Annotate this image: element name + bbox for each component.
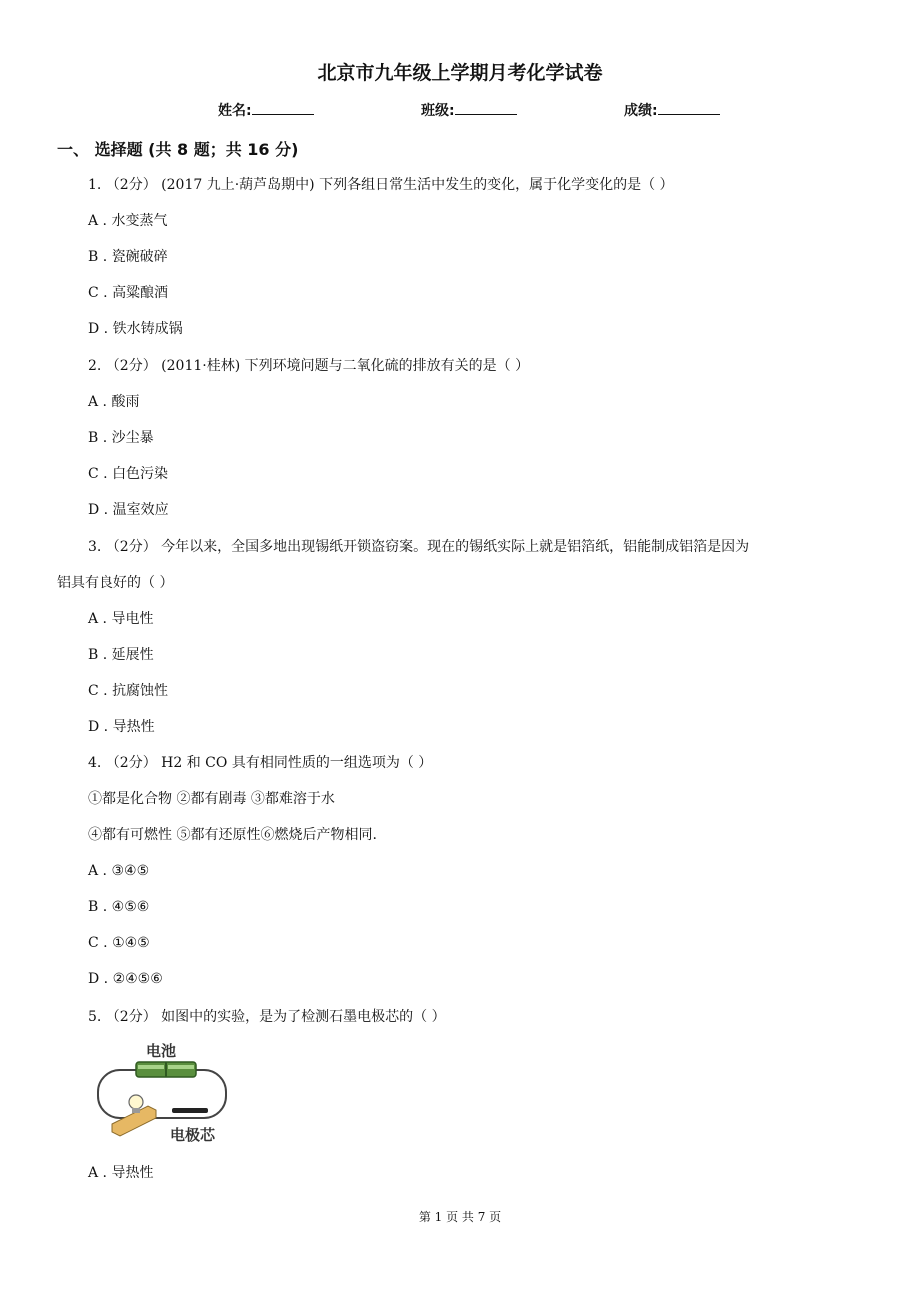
class-label: 班级: bbox=[421, 103, 455, 119]
question-2-option-b: B . 沙尘暴 bbox=[88, 430, 154, 446]
page-title: 北京市九年级上学期月考化学试卷 bbox=[317, 62, 603, 84]
question-2-stem: 2. （2分） (2011·桂林) 下列环境问题与二氧化硫的排放有关的是（ ） bbox=[88, 358, 530, 374]
question-3-option-d: D . 导热性 bbox=[88, 719, 155, 735]
question-1-option-c: C . 高粱酿酒 bbox=[88, 285, 169, 301]
name-blank bbox=[252, 100, 314, 115]
question-3-option-a: A . 导电性 bbox=[88, 611, 154, 627]
electrode-label: 电极芯 bbox=[170, 1126, 216, 1144]
question-2-option-c: C . 白色污染 bbox=[88, 466, 169, 482]
section-heading: 一、 选择题 (共 8 题；共 16 分) bbox=[57, 140, 299, 159]
question-3-option-c: C . 抗腐蚀性 bbox=[88, 683, 169, 699]
question-4-stem: 4. （2分） H2 和 CO 具有相同性质的一组选项为（ ） bbox=[88, 755, 433, 771]
question-2-option-d: D . 温室效应 bbox=[88, 502, 169, 518]
question-1-option-b: B . 瓷碗破碎 bbox=[88, 249, 168, 265]
question-3-option-b: B . 延展性 bbox=[88, 647, 154, 663]
name-field bbox=[218, 100, 314, 120]
score-label: 成绩: bbox=[624, 103, 658, 119]
question-4-option-b: B . ④⑤⑥ bbox=[88, 899, 150, 915]
page-footer: 第 1 页 共 7 页 bbox=[418, 1210, 502, 1224]
question-3-stem-continued: 铝具有良好的（ ） bbox=[57, 575, 174, 591]
question-1-option-a: A . 水变蒸气 bbox=[88, 213, 168, 229]
score-blank bbox=[658, 100, 720, 115]
question-1-stem: 1. （2分） (2017 九上·葫芦岛期中) 下列各组日常生活中发生的变化，属于化学变化的是（ ） bbox=[88, 177, 674, 193]
circuit-diagram bbox=[94, 1040, 234, 1146]
question-4-option-d: D . ②④⑤⑥ bbox=[88, 971, 163, 987]
question-4-option-a: A . ③④⑤ bbox=[88, 863, 150, 879]
question-5-option-a: A . 导热性 bbox=[88, 1165, 154, 1181]
class-blank bbox=[455, 100, 517, 115]
battery-label: 电池 bbox=[146, 1042, 177, 1060]
question-4-statement-2: ④都有可燃性 ⑤都有还原性⑥燃烧后产物相同. bbox=[88, 827, 377, 843]
class-field bbox=[421, 100, 517, 120]
question-2-option-a: A . 酸雨 bbox=[88, 394, 140, 410]
name-label: 姓名: bbox=[218, 103, 252, 119]
question-5-stem: 5. （2分） 如图中的实验，是为了检测石墨电极芯的（ ） bbox=[88, 1009, 446, 1025]
bulb-icon bbox=[129, 1095, 143, 1109]
question-4-option-c: C . ①④⑤ bbox=[88, 935, 150, 951]
score-field bbox=[624, 100, 720, 120]
question-1-option-d: D . 铁水铸成锅 bbox=[88, 321, 183, 337]
question-4-statement-1: ①都是化合物 ②都有剧毒 ③都难溶于水 bbox=[88, 791, 335, 807]
question-3-stem: 3. （2分） 今年以来，全国多地出现锡纸开锁盗窃案。现在的锡纸实际上就是铝箔纸，铝能制成铝箔是因为 bbox=[88, 539, 750, 555]
electrode-rod bbox=[172, 1108, 208, 1113]
